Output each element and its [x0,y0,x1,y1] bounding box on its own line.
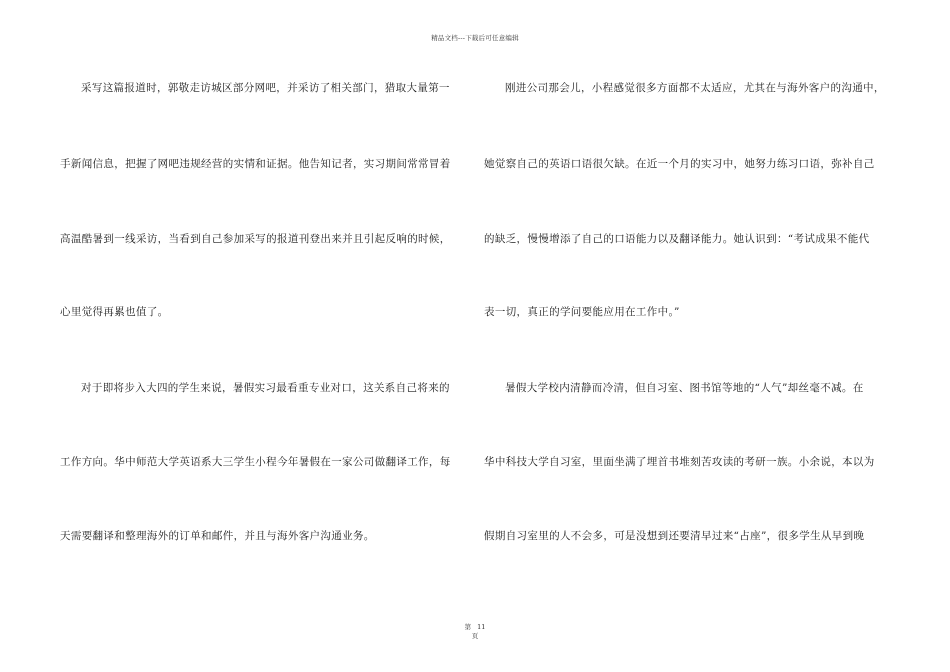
left-paragraph-line: 对于即将步入大四的学生来说，暑假实习最看重专业对口，这关系自己将来的 [81,382,450,394]
right-paragraph-line: 假期自习室里的人不会多，可是没想到还要清早过来“占座”，很多学生从早到晚 [484,530,865,542]
left-paragraph-line: 工作方向。华中师范大学英语系大三学生小程今年暑假在一家公司做翻译工作，每 [60,456,451,468]
left-paragraph-line: 高温酷暑到一线采访，当看到自己参加采写的报道刊登出来并且引起反响的时候， [60,233,451,245]
left-paragraph-line: 手新闻信息，把握了网吧违规经营的实情和证据。他告知记者，实习期间常常冒着 [60,158,451,170]
left-paragraph-line: 天需要翻译和整理海外的订单和邮件，并且与海外客户沟通业务。 [60,530,375,542]
page-header: 精品文档---下载后可任意编辑 [431,34,519,42]
right-paragraph-line: 表一切，真正的学问要能应用在工作中。” [484,306,680,318]
right-paragraph-line: 的缺乏，慢慢增添了自己的口语能力以及翻译能力。她认识到：“考试成果不能代 [484,233,870,245]
left-paragraph-line: 采写这篇报道时，郭敬走访城区部分网吧，并采访了相关部门，猎取大量第一 [81,82,450,94]
right-paragraph-line: 刚进公司那会儿，小程感觉很多方面都不太适应，尤其在与海外客户的沟通中， [505,82,885,94]
page-footer [0,623,950,641]
page-label-prefix: 第 [464,623,472,631]
right-paragraph-line: 她觉察自己的英语口语很欠缺。在近一个月的实习中，她努力练习口语，弥补自己 [484,158,875,170]
right-paragraph-line: 暑假大学校内清静而冷清，但自习室、图书馆等地的“人气”却丝毫不减。在 [505,382,864,394]
page-label-suffix: 页 [471,632,479,640]
left-paragraph-line: 心里觉得再累也值了。 [60,306,169,318]
right-paragraph-line: 华中科技大学自习室，里面坐满了埋首书堆刻苦攻读的考研一族。小余说，本以为 [484,456,875,468]
page-number: 11 [477,623,486,631]
